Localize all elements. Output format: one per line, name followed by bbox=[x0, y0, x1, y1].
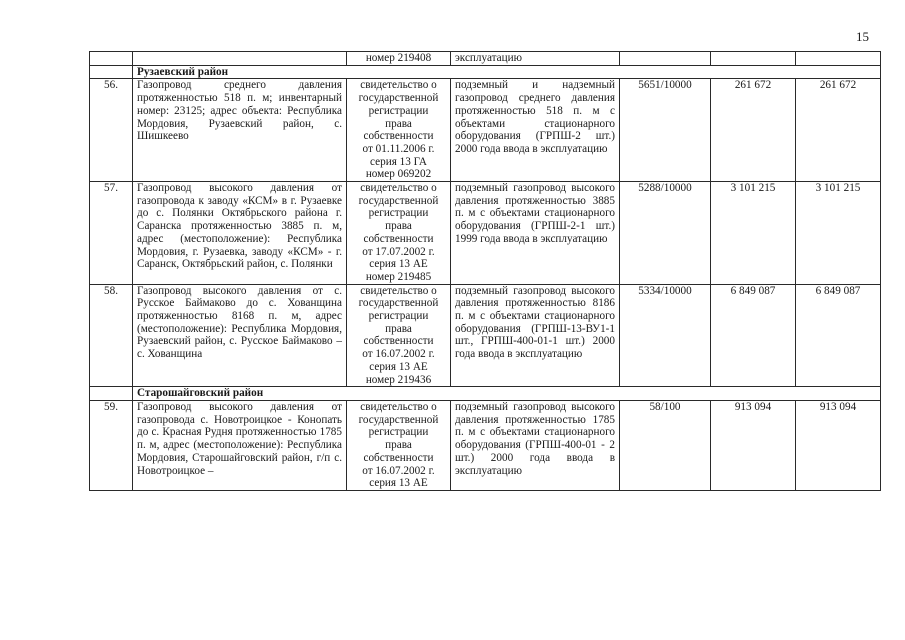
district-num-cell bbox=[90, 65, 133, 79]
certificate-line: от 17.07.2002 г. bbox=[362, 245, 435, 258]
certificate-line: регистрации bbox=[368, 426, 429, 439]
certificate-line: от 01.11.2006 г. bbox=[362, 142, 435, 155]
district-num-cell bbox=[90, 387, 133, 401]
continuation-obj-cell bbox=[133, 52, 347, 66]
certificate-line: права bbox=[385, 220, 412, 233]
object-description: Газопровод высокого давления от газопровода с. Новотроицкое - Конопать до с. Красная Рудня протяженностью 1785 п. м, адрес (местоположение): Республика Мордовия, Старошайговский район, г/п с. Новотроицкое – bbox=[133, 400, 347, 490]
certificate-line: от 16.07.2002 г. bbox=[362, 464, 435, 477]
table-row bbox=[90, 182, 881, 285]
certificate-line: номер 219436 bbox=[365, 373, 432, 386]
value-cell: 3 101 215 bbox=[796, 182, 881, 285]
certificate-line: от 16.07.2002 г. bbox=[362, 348, 435, 361]
page-number: 15 bbox=[856, 29, 869, 44]
table-row bbox=[90, 284, 881, 387]
district-name: Рузаевский район bbox=[133, 65, 881, 79]
certificate-line: регистрации bbox=[368, 104, 429, 117]
certificate-line: государственной bbox=[358, 297, 439, 310]
technical-description: подземный газопровод высокого давления протяженностью 8186 п. м с объектами стационарного оборудования (ГРПШ-13-ВУ1-1 шт., ГРПШ-400-01-1 шт.) 2000 года ввода в эксплуатацию bbox=[451, 284, 620, 387]
certificate-line: свидетельство о bbox=[360, 284, 437, 297]
certificate-line: государственной bbox=[358, 92, 439, 105]
table-body bbox=[90, 52, 881, 491]
certificate-line: собственности bbox=[363, 335, 434, 348]
technical-description: подземный газопровод высокого давления протяженностью 1785 п. м с объектами стационарного оборудования (ГРПШ-400-01 - 2 шт.) 2000 года ввода в эксплуатацию bbox=[451, 400, 620, 490]
certificate-line: серия 13 АЕ bbox=[369, 258, 428, 271]
certificate-line: права bbox=[385, 322, 412, 335]
certificate-line: серия 13 ГА bbox=[370, 155, 427, 168]
object-description: Газопровод высокого давления от с. Русское Баймаково до с. Хованщина протяженностью 8168 п. м, адрес (местоположение): Республика Мордовия, Рузаевский район, с. Русское Баймаково –с. Хованщина bbox=[133, 284, 347, 387]
certificate-line: свидетельство о bbox=[360, 400, 437, 413]
property-table bbox=[89, 51, 881, 491]
object-description: Газопровод среднего давления протяженностью 518 п. м; инвентарный номер: 23125; адрес объекта: Республика Мордовия, Рузаевский район, с. Шишкеево bbox=[133, 79, 347, 182]
ownership-share: 5334/10000 bbox=[620, 284, 711, 387]
certificate-line: регистрации bbox=[368, 207, 429, 220]
certificate-line: номер 069202 bbox=[365, 168, 432, 181]
certificate-line: собственности bbox=[363, 232, 434, 245]
continuation-share-cell bbox=[620, 52, 711, 66]
certificate-line: свидетельство о bbox=[360, 182, 437, 195]
certificate-line: свидетельство о bbox=[360, 79, 437, 92]
certificate-line: регистрации bbox=[368, 310, 429, 323]
registration-certificate bbox=[347, 284, 451, 387]
row-number: 56. bbox=[90, 79, 133, 182]
continuation-cert-cell: номер 219408 bbox=[347, 52, 451, 66]
certificate-line: права bbox=[385, 117, 412, 130]
value-cell: 913 094 bbox=[711, 400, 796, 490]
value-cell: 913 094 bbox=[796, 400, 881, 490]
continuation-desc-cell: эксплуатацию bbox=[451, 52, 620, 66]
continuation-num-cell bbox=[90, 52, 133, 66]
district-row bbox=[90, 65, 881, 79]
certificate-line: права bbox=[385, 439, 412, 452]
certificate-line: собственности bbox=[363, 451, 434, 464]
value-cell: 6 849 087 bbox=[796, 284, 881, 387]
registration-certificate bbox=[347, 400, 451, 490]
certificate-line: государственной bbox=[358, 194, 439, 207]
certificate-line: серия 13 АЕ bbox=[369, 360, 428, 373]
table-row bbox=[90, 400, 881, 490]
continuation-row bbox=[90, 52, 881, 66]
ownership-share: 5651/10000 bbox=[620, 79, 711, 182]
certificate-line: государственной bbox=[358, 413, 439, 426]
technical-description: подземный газопровод высокого давления протяженностью 3885 п. м с объектами стационарного оборудования (ГРПШ-2-1 шт.) 1999 года ввода в эксплуатацию bbox=[451, 182, 620, 285]
continuation-value1-cell bbox=[711, 52, 796, 66]
district-name: Старошайговский район bbox=[133, 387, 881, 401]
registration-certificate bbox=[347, 182, 451, 285]
row-number: 58. bbox=[90, 284, 133, 387]
row-number: 59. bbox=[90, 400, 133, 490]
certificate-line: номер 219485 bbox=[365, 270, 432, 283]
ownership-share: 58/100 bbox=[620, 400, 711, 490]
object-description: Газопровод высокого давления от газопровода к заводу «КСМ» в г. Рузаевке до с. Полянки Октябрьского района г. Саранска протяженностью 3885 п. м, адрес (местоположение): Республика Мордовия, г. Рузаевка, заводу «КСМ» - г. Саранск, Октябрьский район, с. Полянки bbox=[133, 182, 347, 285]
registration-certificate bbox=[347, 79, 451, 182]
value-cell: 3 101 215 bbox=[711, 182, 796, 285]
certificate-line: серия 13 АЕ bbox=[369, 477, 428, 490]
table-row bbox=[90, 79, 881, 182]
value-cell: 261 672 bbox=[796, 79, 881, 182]
ownership-share: 5288/10000 bbox=[620, 182, 711, 285]
value-cell: 6 849 087 bbox=[711, 284, 796, 387]
value-cell: 261 672 bbox=[711, 79, 796, 182]
technical-description: подземный и надземный газопровод среднего давления протяженностью 518 п. м с объектами стационарного оборудования (ГРПШ-2 шт.) 2000 года ввода в эксплуатацию bbox=[451, 79, 620, 182]
district-row bbox=[90, 387, 881, 401]
row-number: 57. bbox=[90, 182, 133, 285]
certificate-line: собственности bbox=[363, 130, 434, 143]
continuation-value2-cell bbox=[796, 52, 881, 66]
